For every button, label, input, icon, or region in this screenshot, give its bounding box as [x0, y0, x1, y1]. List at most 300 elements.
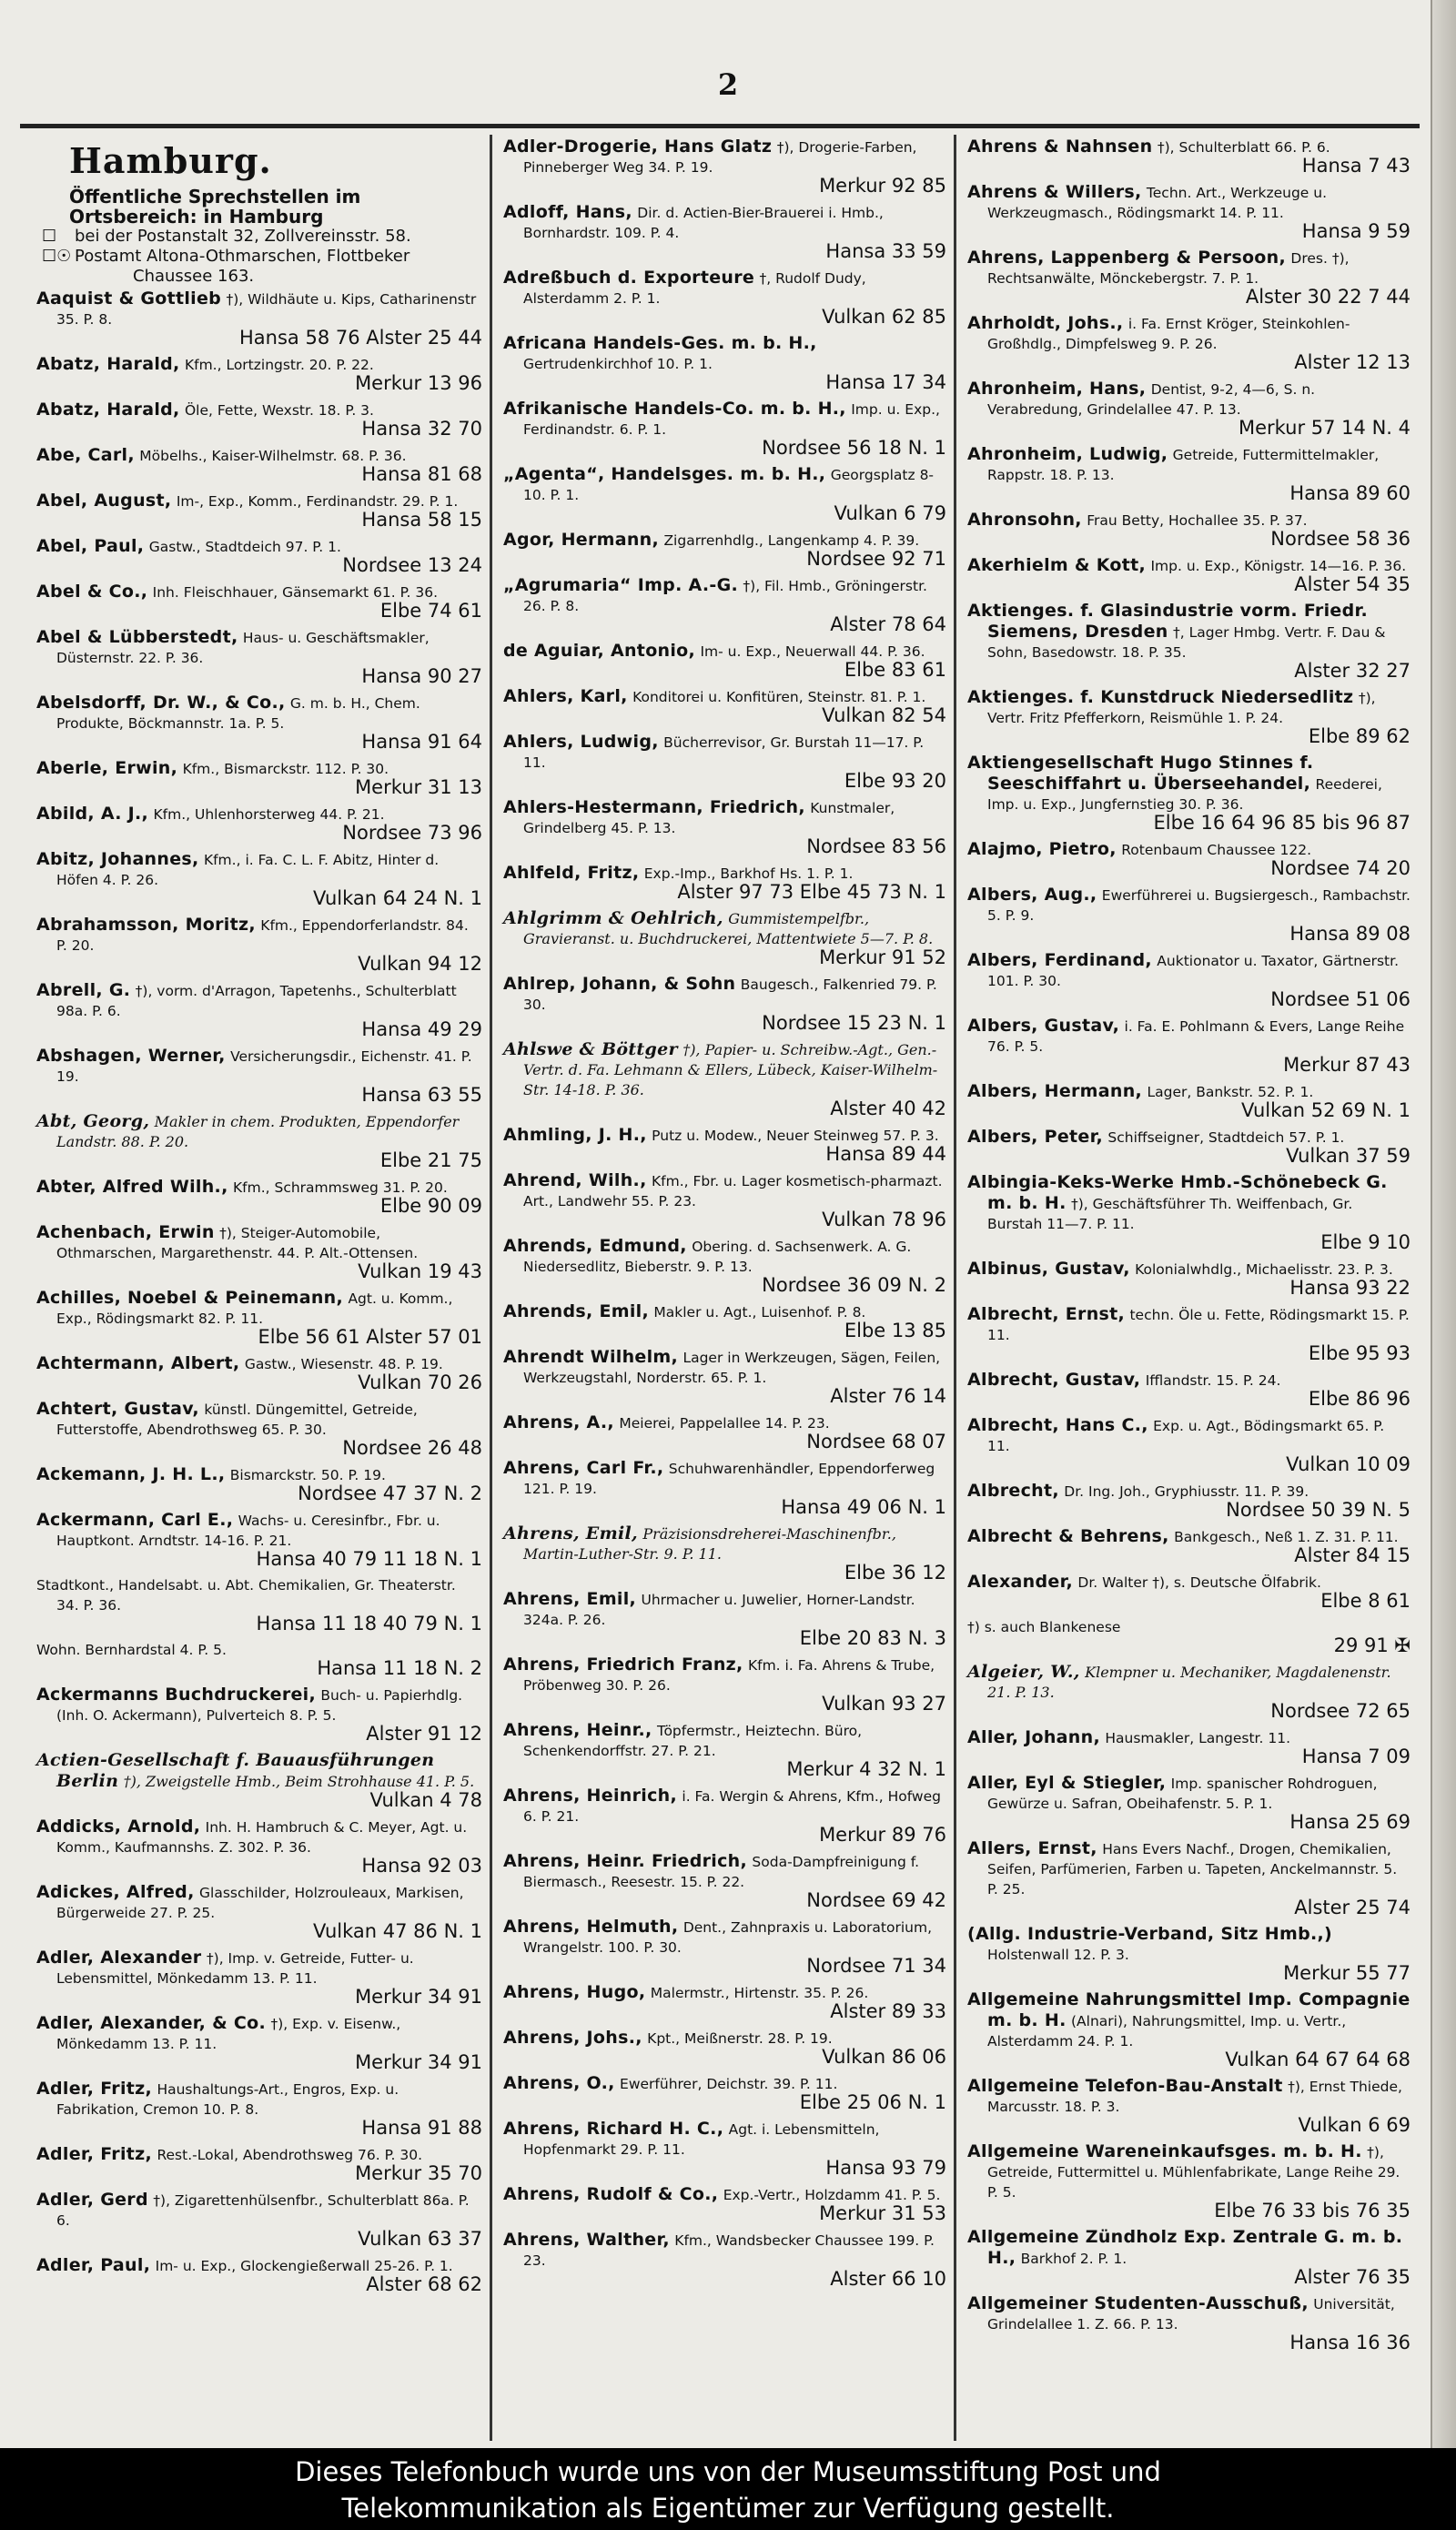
- entry-description: Soda-Dampfreinigung f. Biermasch., Reesestr. 15. P. 22.: [523, 1854, 919, 1890]
- entry-name: Adler-Drogerie, Hans Glatz: [503, 137, 773, 157]
- entry-phone: Vulkan 10 09: [1286, 1453, 1410, 1475]
- directory-entry: [36, 980, 482, 1039]
- directory-entry: [503, 464, 946, 523]
- entry-name: Alexander,: [967, 1572, 1073, 1592]
- entry-phone: Hansa 58 15: [361, 509, 482, 531]
- entry-description: Dres. †), Rechtsanwälte, Mönckebergstr. 7. P. 1.: [987, 250, 1350, 287]
- directory-entry: [503, 2073, 946, 2112]
- directory-entry: [503, 1982, 946, 2021]
- directory-entry: [36, 2079, 482, 2138]
- directory-entry: [36, 445, 482, 484]
- entry-description: Haus- u. Geschäftsmakler, Düsternstr. 22. P. 36.: [56, 630, 430, 666]
- directory-entry: [503, 1851, 946, 1910]
- column-3-entries: [967, 137, 1410, 2353]
- entry-phone: Hansa 49 29: [361, 1018, 482, 1040]
- entry-description: Ewerführer, Deichstr. 39. P. 11.: [620, 2076, 838, 2092]
- entry-phone: Merkur 91 52: [819, 946, 946, 968]
- entry-name: Abt, Georg,: [36, 1111, 150, 1131]
- directory-entry: [36, 1046, 482, 1105]
- entry-description: †), Imp. v. Getreide, Futter- u. Lebensmittel, Mönkedamm 13. P. 11.: [56, 1950, 414, 1987]
- entry-description: Auktionator u. Taxator, Gärtnerstr. 101. P. 30.: [987, 953, 1400, 989]
- entry-phone: Hansa 58 76 Alster 25 44: [239, 327, 482, 349]
- entry-phone: Nordsee 58 36: [1270, 528, 1410, 550]
- page-edge: [1431, 0, 1456, 2448]
- entry-name: Abel, Paul,: [36, 536, 145, 556]
- entry-description: †), Papier- u. Schreibw.-Agt., Gen.-Vertr. d. Fa. Lehmann & Ellers, Lübeck, Kaiser-Wilhelm-Str. 14-18. P. 36.: [523, 1041, 938, 1098]
- entry-description: †) s. auch Blankenese: [967, 1619, 1121, 1635]
- directory-entry: [503, 399, 946, 458]
- entry-phone: Hansa 17 34: [825, 371, 946, 393]
- entry-phone: Alster 76 14: [830, 1385, 946, 1407]
- directory-entry: [503, 530, 946, 569]
- entry-description: Kfm., i. Fa. C. L. F. Abitz, Hinter d. Höfen 4. P. 26.: [56, 852, 440, 888]
- directory-entry: [967, 2141, 1410, 2221]
- directory-entry: [503, 1039, 946, 1118]
- directory-entry: [36, 804, 482, 843]
- directory-entry: [503, 2230, 946, 2289]
- entry-phone: Hansa 40 79 11 18 N. 1: [256, 1548, 482, 1570]
- directory-entry: [36, 400, 482, 439]
- entry-name: Adickes, Alfred,: [36, 1882, 195, 1902]
- directory-entry: [503, 1523, 946, 1583]
- entry-description: Bankgesch., Neß 1. Z. 31. P. 11.: [1174, 1529, 1399, 1545]
- directory-entry: [503, 641, 946, 680]
- entry-name: Ahrholdt, Johs.,: [967, 313, 1124, 333]
- directory-entry: [967, 1989, 1410, 2070]
- directory-entry: [967, 1526, 1410, 1565]
- entry-phone: Vulkan 52 69 N. 1: [1241, 1099, 1410, 1121]
- entry-name: Ahrens, Emil,: [503, 1589, 637, 1609]
- entry-phone: Alster 54 35: [1294, 573, 1410, 595]
- entry-name: Abild, A. J.,: [36, 804, 149, 824]
- directory-entry: [967, 1081, 1410, 1120]
- entry-description: Rotenbaum Chaussee 122.: [1121, 842, 1312, 858]
- directory-entry: [503, 1125, 946, 1164]
- directory-entry: [36, 582, 482, 621]
- entry-phone: Nordsee 83 56: [806, 835, 946, 857]
- entry-name: Adler, Fritz,: [36, 2079, 153, 2099]
- entry-phone: Elbe 25 06 N. 1: [799, 2091, 946, 2113]
- directory-entry: [967, 1370, 1410, 1409]
- directory-entry: [503, 686, 946, 725]
- entry-name: Aller, Eyl & Stiegler,: [967, 1773, 1167, 1793]
- entry-name: Albrecht, Hans C.,: [967, 1415, 1148, 1435]
- public-station-line: [42, 227, 482, 247]
- entry-phone: Vulkan 64 67 64 68: [1225, 2049, 1410, 2070]
- entry-name: Ahlers-Hestermann, Friedrich,: [503, 797, 805, 817]
- entry-name: Ahrens, A.,: [503, 1412, 614, 1432]
- entry-description: Techn. Art., Werkzeuge u. Werkzeugmasch., Rödingsmarkt 14. P. 11.: [987, 185, 1328, 221]
- entry-phone: Nordsee 92 71: [806, 548, 946, 570]
- entry-phone: Elbe 56 61 Alster 57 01: [258, 1326, 482, 1348]
- entry-phone: Alster 25 74: [1294, 1897, 1410, 1918]
- entry-description: Glasschilder, Holzrouleaux, Markisen, Bürgerweide 27. P. 25.: [56, 1885, 464, 1921]
- entry-name: Ahronheim, Hans,: [967, 379, 1147, 399]
- entry-name: Adloff, Hans,: [503, 202, 632, 222]
- entry-description: Dr. Ing. Joh., Gryphiusstr. 11. P. 39.: [1064, 1483, 1309, 1500]
- entry-phone: Elbe 21 75: [379, 1149, 482, 1171]
- directory-entry: [503, 575, 946, 634]
- entry-description: Getreide, Futtermittelmakler, Rappstr. 18. P. 13.: [987, 447, 1380, 483]
- entry-phone: Vulkan 19 43: [358, 1260, 482, 1282]
- directory-entry: [967, 687, 1410, 746]
- entry-phone: Alster 12 13: [1294, 351, 1410, 373]
- page-number: 2: [717, 67, 739, 102]
- entry-phone: Nordsee 73 96: [342, 822, 482, 844]
- entry-description: †), Geschäftsführer Th. Weiffenbach, Gr. Burstah 11—7. P. 11.: [987, 1196, 1353, 1232]
- entry-name: Ahrens, Lappenberg & Persoon,: [967, 248, 1286, 268]
- entry-description: Versicherungsdir., Eichenstr. 41. P. 19.: [56, 1048, 472, 1085]
- entry-phone: Hansa 93 22: [1289, 1277, 1410, 1299]
- directory-entry: [503, 1170, 946, 1230]
- entry-name: Ahlrep, Johann, & Sohn: [503, 974, 736, 994]
- entry-phone: Elbe 76 33 bis 76 35: [1214, 2200, 1410, 2221]
- entry-name: Abelsdorff, Dr. W., & Co.,: [36, 693, 286, 713]
- entry-name: Ahrens, Heinrich,: [503, 1786, 677, 1806]
- entry-description: †), Ernst Thiede, Marcusstr. 18. P. 3.: [987, 2079, 1402, 2115]
- entry-name: Achilles, Noebel & Peinemann,: [36, 1288, 344, 1308]
- entry-phone: Vulkan 37 59: [1286, 1145, 1410, 1167]
- entry-description: Makler in chem. Produkten, Eppendorfer Landstr. 88. P. 20.: [56, 1113, 460, 1150]
- entry-description: i. Fa. Ernst Kröger, Steinkohlen-Großhdlg., Dimpfelsweg 9. P. 26.: [987, 316, 1350, 352]
- entry-description: †), Steiger-Automobile, Othmarschen, Margarethenstr. 44. P. Alt.-Ottensen.: [56, 1225, 419, 1261]
- entry-name: Akerhielm & Kott,: [967, 555, 1147, 575]
- entry-phone: Nordsee 68 07: [806, 1431, 946, 1452]
- entry-phone: Hansa 32 70: [361, 418, 482, 440]
- entry-description: Hausmakler, Langestr. 11.: [1105, 1730, 1291, 1746]
- entry-name: Albers, Ferdinand,: [967, 950, 1152, 970]
- entry-phone: Elbe 74 61: [379, 600, 482, 622]
- entry-phone: Vulkan 47 86 N. 1: [313, 1920, 482, 1942]
- entry-description: Kfm., Wandsbecker Chaussee 199. P. 23.: [523, 2232, 935, 2269]
- entry-name: Abel & Lübberstedt,: [36, 627, 238, 647]
- entry-phone: Vulkan 78 96: [822, 1209, 946, 1230]
- entry-name: Albingia-Keks-Werke Hmb.-Schönebeck G. m. b. H.: [967, 1172, 1388, 1213]
- entry-name: Allgemeiner Studenten-Ausschuß,: [967, 2293, 1309, 2313]
- directory-entry: [967, 1924, 1410, 1983]
- directory-entry: [503, 1301, 946, 1341]
- entry-description: Im- u. Exp., Neuerwall 44. P. 36.: [700, 643, 925, 660]
- entry-description: Kfm., Bismarckstr. 112. P. 30.: [182, 761, 389, 777]
- directory-entry: [36, 758, 482, 797]
- directory-entry: [967, 1172, 1410, 1252]
- directory-entry: [503, 1720, 946, 1779]
- directory-entry: [503, 1236, 946, 1295]
- entry-phone: Alster 91 12: [366, 1723, 482, 1745]
- entry-description: Gummistempelfbr., Gravieranst. u. Buchdruckerei, Mattentwiete 5—7. P. 8.: [523, 910, 934, 947]
- directory-entry: [967, 182, 1410, 241]
- directory-entry: [36, 2190, 482, 2249]
- directory-entry: [36, 1948, 482, 2007]
- directory-entry: [36, 1464, 482, 1503]
- entry-name: Albrecht, Gustav,: [967, 1370, 1141, 1390]
- entry-phone: Vulkan 82 54: [822, 704, 946, 726]
- entry-description: Wohn. Bernhardstal 4. P. 5.: [36, 1642, 227, 1658]
- entry-description: Schuhwarenhändler, Eppendorferweg 121. P. 19.: [523, 1461, 935, 1497]
- column-1: [25, 135, 490, 2441]
- entry-description: Kfm., Fbr. u. Lager kosmetisch-pharmazt. Art., Landwehr 55. P. 23.: [523, 1173, 943, 1209]
- entry-name: Allgemeine Wareneinkaufsges. m. b. H.: [967, 2141, 1362, 2161]
- directory-entry: [36, 915, 482, 974]
- column-2: [490, 135, 954, 2441]
- entry-name: Ahrens, Hugo,: [503, 1982, 646, 2002]
- footer-line-1: Dieses Telefonbuch wurde uns von der Museumsstiftung Post und: [295, 2456, 1161, 2487]
- entry-name: Abter, Alfred Wilh.,: [36, 1177, 228, 1197]
- directory-entry: [503, 1589, 946, 1648]
- entry-description: G. m. b. H., Chem. Produkte, Böckmannstr. 1a. P. 5.: [56, 695, 420, 732]
- entry-name: Albinus, Gustav,: [967, 1259, 1130, 1279]
- entry-description: Imp. u. Exp., Ferdinandstr. 6. P. 1.: [523, 401, 940, 438]
- entry-name: Albers, Aug.,: [967, 885, 1097, 905]
- entry-description: Klempner u. Mechaniker, Magdalenenstr. 21. P. 13.: [987, 1664, 1391, 1701]
- directory-entry: [967, 753, 1410, 833]
- entry-description: Im- u. Exp., Glockengießerwall 25-26. P. 1.: [155, 2258, 453, 2274]
- entry-phone: Nordsee 47 37 N. 2: [298, 1483, 482, 1504]
- entry-name: Ahrens, Heinr. Friedrich,: [503, 1851, 747, 1871]
- directory-entry: [36, 1288, 482, 1347]
- entry-name: Adreßbuch d. Exporteure: [503, 268, 755, 288]
- entry-phone: Nordsee 71 34: [806, 1955, 946, 1977]
- entry-name: Ahrens & Nahnsen: [967, 137, 1153, 157]
- entry-name: Actien-Gesellschaft f. Bauausführungen Berlin: [36, 1750, 435, 1791]
- public-station-text: Postamt Altona-Othmarschen, Flottbeker: [75, 247, 410, 266]
- entry-name: Ahrend, Wilh.,: [503, 1170, 647, 1190]
- entry-description: Reederei, Imp. u. Exp., Jungfernstieg 30. P. 36.: [987, 776, 1382, 813]
- directory-entry: [503, 1412, 946, 1452]
- entry-description: †), Drogerie-Farben, Pinneberger Weg 34. P. 19.: [523, 139, 917, 176]
- directory-entry: [967, 313, 1410, 372]
- entry-description: Töpfermstr., Heiztechn. Büro, Schenkendorffstr. 27. P. 21.: [523, 1723, 863, 1759]
- entry-name: Achtert, Gustav,: [36, 1399, 199, 1419]
- entry-phone: Nordsee 26 48: [342, 1437, 482, 1459]
- public-station-text: bei der Postanstalt 32, Zollvereinsstr. 58.: [75, 227, 411, 246]
- entry-description: Universität, Grindelallee 1. Z. 66. P. 13.: [987, 2296, 1395, 2333]
- entry-name: Abrell, G.: [36, 980, 131, 1000]
- entry-name: de Aguiar, Antonio,: [503, 641, 696, 661]
- entry-phone: Hansa 11 18 N. 2: [317, 1657, 482, 1679]
- entry-name: (Allg. Industrie-Verband, Sitz Hmb.,): [967, 1924, 1333, 1944]
- entry-phone: Alster 40 42: [830, 1098, 946, 1119]
- entry-phone: Elbe 95 93: [1308, 1342, 1410, 1364]
- entry-phone: Alster 84 15: [1294, 1544, 1410, 1566]
- directory-entry: [36, 354, 482, 393]
- entry-name: Ahrens, Walther,: [503, 2230, 670, 2250]
- directory-entry: [503, 1458, 946, 1517]
- entry-phone: Alster 97 73 Elbe 45 73 N. 1: [677, 881, 946, 903]
- entry-name: Abe, Carl,: [36, 445, 135, 465]
- column-3: [954, 135, 1418, 2441]
- entry-description: Malermstr., Hirtenstr. 35. P. 26.: [650, 1985, 869, 2001]
- entry-name: Aktiengesellschaft Hugo Stinnes f. Seeschiffahrt u. Überseehandel,: [967, 753, 1314, 794]
- entry-phone: Nordsee 50 39 N. 5: [1226, 1499, 1410, 1521]
- entry-name: Albers, Hermann,: [967, 1081, 1143, 1101]
- entry-phone: Merkur 4 32 N. 1: [786, 1758, 946, 1780]
- directory-entry: [36, 1353, 482, 1392]
- entry-name: Ahlgrimm & Oehlrich,: [503, 908, 723, 928]
- entry-description: Konditorei u. Konfitüren, Steinstr. 81. P. 1.: [632, 689, 926, 705]
- directory-entry: [967, 137, 1410, 176]
- entry-description: Exp. u. Agt., Bödingsmarkt 65. P. 11.: [987, 1418, 1385, 1454]
- entry-description: Öle, Fette, Wexstr. 18. P. 3.: [184, 402, 374, 419]
- entry-phone: Hansa 91 88: [361, 2117, 482, 2139]
- directory-entry: [503, 863, 946, 902]
- entry-phone: Hansa 89 60: [1289, 482, 1410, 504]
- entry-phone: Merkur 89 76: [819, 1824, 946, 1846]
- directory-entry: [36, 2013, 482, 2072]
- entry-description: †), Wildhäute u. Kips, Catharinenstr 35. P. 8.: [56, 291, 477, 328]
- directory-entry: [36, 536, 482, 575]
- entry-phone: Merkur 35 70: [355, 2162, 482, 2184]
- entry-name: Ackemann, J. H. L.,: [36, 1464, 226, 1484]
- directory-entry: [503, 137, 946, 196]
- entry-name: Albrecht & Behrens,: [967, 1526, 1169, 1546]
- entry-phone: Hansa 9 59: [1301, 220, 1410, 242]
- entry-name: Ahrens, Carl Fr.,: [503, 1458, 664, 1478]
- entry-name: Abrahamsson, Moritz,: [36, 915, 256, 935]
- city-heading: Hamburg.: [69, 140, 272, 181]
- entry-phone: Elbe 16 64 96 85 bis 96 87: [1153, 812, 1410, 834]
- entry-phone: Vulkan 70 26: [358, 1371, 482, 1393]
- directory-entry: [36, 1222, 482, 1281]
- entry-description: Kfm. i. Fa. Ahrens & Trube, Pröbenweg 30. P. 26.: [523, 1657, 935, 1694]
- entry-name: Ackermann, Carl E.,: [36, 1510, 234, 1530]
- entry-description: Wachs- u. Ceresinfbr., Fbr. u. Hauptkont. Arndtstr. 14-16. P. 21.: [56, 1513, 440, 1549]
- directory-entry: [36, 1575, 482, 1634]
- directory-entry: [967, 1727, 1410, 1766]
- entry-description: Präzisionsdreherei-Maschinenfbr., Martin-Luther-Str. 9. P. 11.: [523, 1525, 896, 1563]
- entry-name: Ahrens, Heinr.,: [503, 1720, 652, 1740]
- entry-phone: Alster 89 33: [830, 2000, 946, 2022]
- entry-description: Bismarckstr. 50. P. 19.: [229, 1467, 386, 1483]
- directory-entry: [503, 908, 946, 967]
- entry-phone: Hansa 89 08: [1289, 923, 1410, 945]
- directory-entry: [503, 797, 946, 856]
- entry-name: Allers, Ernst,: [967, 1838, 1097, 1858]
- entry-name: Adler, Fritz,: [36, 2144, 153, 2164]
- directory-entry: [967, 1259, 1410, 1298]
- public-station-text: Chaussee 163.: [133, 267, 255, 286]
- entry-description: Obering. d. Sachsenwerk. A. G. Niedersedlitz, Bieberstr. 9. P. 13.: [523, 1239, 912, 1275]
- entry-description: Putz u. Modew., Neuer Steinweg 57. P. 3.: [652, 1128, 939, 1144]
- entry-description: †, Lager Hmbg. Vertr. F. Dau & Sohn, Basedowstr. 18. P. 35.: [987, 624, 1386, 661]
- entry-name: Allgemeine Telefon-Bau-Anstalt: [967, 2076, 1283, 2096]
- entry-name: Abatz, Harald,: [36, 354, 180, 374]
- entry-phone: Merkur 92 85: [819, 175, 946, 197]
- entry-phone: Alster 76 35: [1294, 2266, 1410, 2288]
- entry-phone: Hansa 93 79: [825, 2157, 946, 2179]
- entry-description: Barkhof 2. P. 1.: [1020, 2251, 1127, 2267]
- directory-entry: [36, 1510, 482, 1569]
- entry-phone: Hansa 33 59: [825, 240, 946, 262]
- directory-entry: [36, 1882, 482, 1941]
- directory-entry: [967, 2076, 1410, 2135]
- entry-phone: Vulkan 4 78: [369, 1789, 482, 1811]
- entry-name: Albrecht,: [967, 1481, 1059, 1501]
- entry-description: Gertrudenkirchhof 10. P. 1.: [523, 356, 713, 372]
- directory-entry: [36, 288, 482, 348]
- entry-description: Haushaltungs-Art., Engros, Exp. u. Fabrikation, Cremon 10. P. 8.: [56, 2081, 399, 2118]
- entry-description: Dr. Walter †), s. Deutsche Ölfabrik.: [1077, 1574, 1321, 1591]
- entry-name: Allgemeine Nahrungsmittel Imp. Compagnie m. b. H.: [967, 1989, 1410, 2030]
- entry-description: Kolonialwhdlg., Michaelisstr. 23. P. 3.: [1135, 1261, 1393, 1278]
- entry-name: Ahrendt Wilhelm,: [503, 1347, 679, 1367]
- directory-entry: [503, 2184, 946, 2223]
- directory-entry: [503, 2028, 946, 2067]
- entry-phone: Merkur 13 96: [355, 372, 482, 394]
- entry-name: Algeier, W.,: [967, 1662, 1080, 1682]
- entry-name: „Agrumaria“ Imp. A.-G.: [503, 575, 738, 595]
- directory-entry: [503, 333, 946, 392]
- entry-name: Ahlswe & Böttger: [503, 1039, 678, 1059]
- entry-phone: Elbe 93 20: [844, 770, 946, 792]
- footer-banner: [0, 2448, 1456, 2530]
- entry-phone: Alster 32 27: [1294, 660, 1410, 682]
- entry-phone: Merkur 87 43: [1283, 1054, 1410, 1076]
- entry-phone: Nordsee 74 20: [1270, 857, 1410, 879]
- entry-description: Baugesch., Falkenried 79. P. 30.: [523, 977, 937, 1013]
- entry-description: †, Rudolf Dudy, Alsterdamm 2. P. 1.: [523, 270, 866, 307]
- directory-entry: [36, 491, 482, 530]
- directory-entry: [503, 732, 946, 791]
- entry-description: Schiffseigner, Stadtdeich 57. P. 1.: [1107, 1129, 1345, 1146]
- entry-description: Dir. d. Actien-Bier-Brauerei i. Hmb., Bornhardstr. 109. P. 4.: [523, 205, 884, 241]
- public-station-line: [42, 247, 482, 267]
- entry-description: Bücherrevisor, Gr. Burstah 11—17. P. 11.: [523, 734, 925, 771]
- entry-phone: Elbe 20 83 N. 3: [799, 1627, 946, 1649]
- entry-phone: Alster 66 10: [830, 2268, 946, 2290]
- entry-name: Achenbach, Erwin: [36, 1222, 215, 1242]
- entry-name: Ahrends, Emil,: [503, 1301, 649, 1321]
- directory-entry: [967, 1127, 1410, 1166]
- entry-name: Adler, Paul,: [36, 2255, 151, 2275]
- entry-description: †), Schulterblatt 66. P. 6.: [1157, 139, 1330, 156]
- entry-phone: Elbe 86 96: [1308, 1388, 1410, 1410]
- entry-description: Imp. spanischer Rohdroguen, Gewürze u. Safran, Obeihafenstr. 5. P. 1.: [987, 1776, 1378, 1812]
- entry-description: (Alnari), Nahrungsmittel, Imp. u. Vertr., Alsterdamm 24. P. 1.: [987, 2013, 1347, 2049]
- entry-phone: Merkur 34 91: [355, 1986, 482, 2008]
- entry-phone: Hansa 63 55: [361, 1084, 482, 1106]
- entry-description: Exp.-Imp., Barkhof Hs. 1. P. 1.: [643, 865, 854, 882]
- entry-phone: Hansa 25 69: [1289, 1811, 1410, 1833]
- entry-phone: Hansa 16 36: [1289, 2332, 1410, 2353]
- directory-entry: [36, 1685, 482, 1744]
- directory-entry: [967, 248, 1410, 307]
- entry-phone: Elbe 90 09: [379, 1195, 482, 1217]
- entry-description: Hans Evers Nachf., Drogen, Chemikalien, Seifen, Parfümerien, Farben u. Tapeten, Anckelmannstr. 5. P. 25.: [987, 1841, 1398, 1898]
- directory-entry: [503, 1917, 946, 1976]
- directory-entry: [967, 1572, 1410, 1611]
- directory-entry: [503, 1655, 946, 1714]
- directory-entry: [967, 2293, 1410, 2353]
- entry-name: Africana Handels-Ges. m. b. H.,: [503, 333, 817, 353]
- directory-entry: [36, 693, 482, 752]
- entry-name: Ahrens, Helmuth,: [503, 1917, 679, 1937]
- entry-phone: Hansa 11 18 40 79 N. 1: [256, 1613, 482, 1634]
- entry-phone: Nordsee 56 18 N. 1: [762, 437, 946, 459]
- entry-phone: Merkur 31 53: [819, 2202, 946, 2224]
- directory-entry: [36, 1111, 482, 1170]
- entry-name: Ahrens, O.,: [503, 2073, 615, 2093]
- entry-name: Abel, August,: [36, 491, 172, 511]
- entry-description: Exp.-Vertr., Holzdamm 41. P. 5.: [723, 2187, 941, 2203]
- directory-entry: [503, 268, 946, 327]
- entry-phone: Elbe 9 10: [1320, 1231, 1410, 1253]
- entry-description: Kfm., Eppendorferlandstr. 84. P. 20.: [56, 917, 469, 954]
- entry-description: Agt. u. Komm., Exp., Rödingsmarkt 82. P. 11.: [56, 1290, 453, 1327]
- directory-entry: [967, 1662, 1410, 1721]
- entry-phone: Hansa 7 43: [1301, 155, 1410, 177]
- entry-description: Rest.-Lokal, Abendrothsweg 76. P. 30.: [157, 2147, 423, 2163]
